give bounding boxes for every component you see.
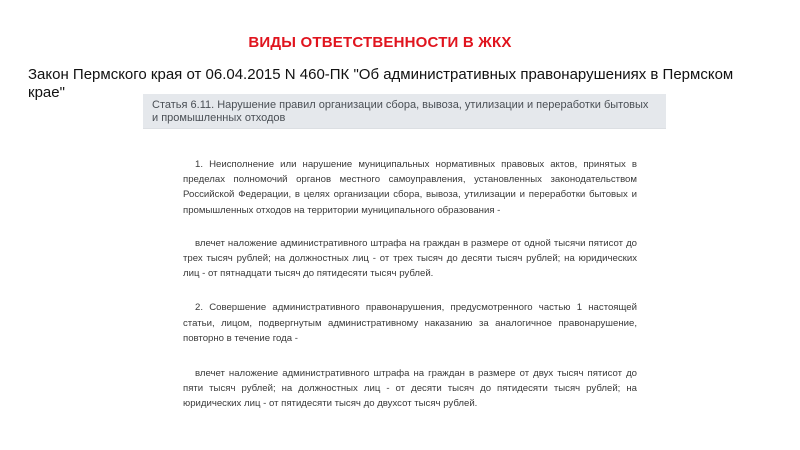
document-excerpt bbox=[143, 94, 666, 450]
article-paragraph-penalty-2: влечет наложение административного штрафа на граждан в размере от двух тысяч пятисот до пяти тысяч рублей; на должностных лиц - от десяти тысяч до пятидесяти тысяч рублей; на юридических лиц - от пятидесяти тысяч до двухсот тысяч рублей. bbox=[183, 368, 637, 410]
slide-title: ВИДЫ ОТВЕТСТВЕННОСТИ В ЖКХ bbox=[248, 34, 512, 51]
article-paragraph-part-1: 1. Неисполнение или нарушение муниципальных нормативных правовых актов, принятых в пределах полномочий органов местного самоуправления, установленных законодательством Российской Федерации, в целях организации сбора, вывоза, утилизации и переработки бытовых и промышленных отходов на территории муниципального образования - bbox=[183, 159, 637, 216]
article-title: Статья 6.11. Нарушение правил организации сбора, вывоза, утилизации и переработки бытовых и промышленных отходов bbox=[143, 94, 666, 129]
article-paragraph-part-2: 2. Совершение административного правонарушения, предусмотренного частью 1 настоящей статьи, лицом, подвергнутым административному наказанию за аналогичное правонарушение, повторно в течение года - bbox=[183, 302, 637, 344]
article-paragraph-penalty-1: влечет наложение административного штрафа на граждан в размере от одной тысячи пятисот до трех тысяч рублей; на должностных лиц - от трех тысяч до десяти тысяч рублей; на юридических лиц - от пятнадцати тысяч до пятидесяти тысяч рублей. bbox=[183, 237, 637, 280]
law-caption: Закон Пермского края от 06.04.2015 N 460-ПК "Об административных правонарушениях в Пермском крае" bbox=[28, 66, 734, 101]
article-body bbox=[143, 157, 666, 412]
